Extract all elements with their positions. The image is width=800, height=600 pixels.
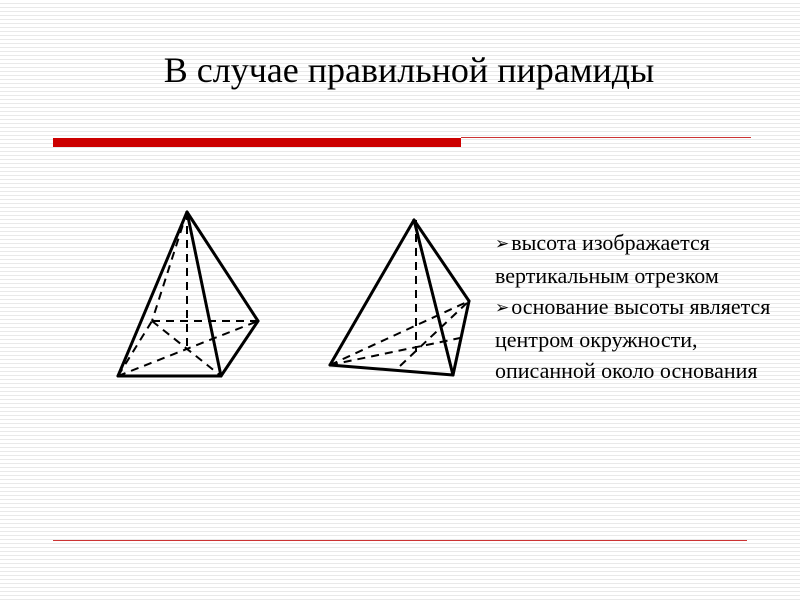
visible-edge [330, 220, 414, 365]
bullet-item [495, 227, 795, 291]
base-median [330, 337, 465, 365]
bullet-list [495, 227, 795, 386]
visible-edge [414, 220, 453, 375]
base-median [400, 301, 469, 366]
bullet-text: основание высоты является центром окружности, описанной около основания [495, 294, 771, 383]
visible-edge [330, 365, 453, 375]
arrow-bullet-icon: ➢ [495, 234, 510, 254]
visible-edge [414, 220, 469, 301]
accent-line-bottom [53, 540, 747, 541]
slide-title: В случае правильной пирамиды [163, 50, 655, 90]
arrow-bullet-icon: ➢ [495, 298, 510, 318]
bullet-item [495, 291, 795, 386]
bullet-text: высота изображается вертикальным отрезком [495, 230, 719, 288]
